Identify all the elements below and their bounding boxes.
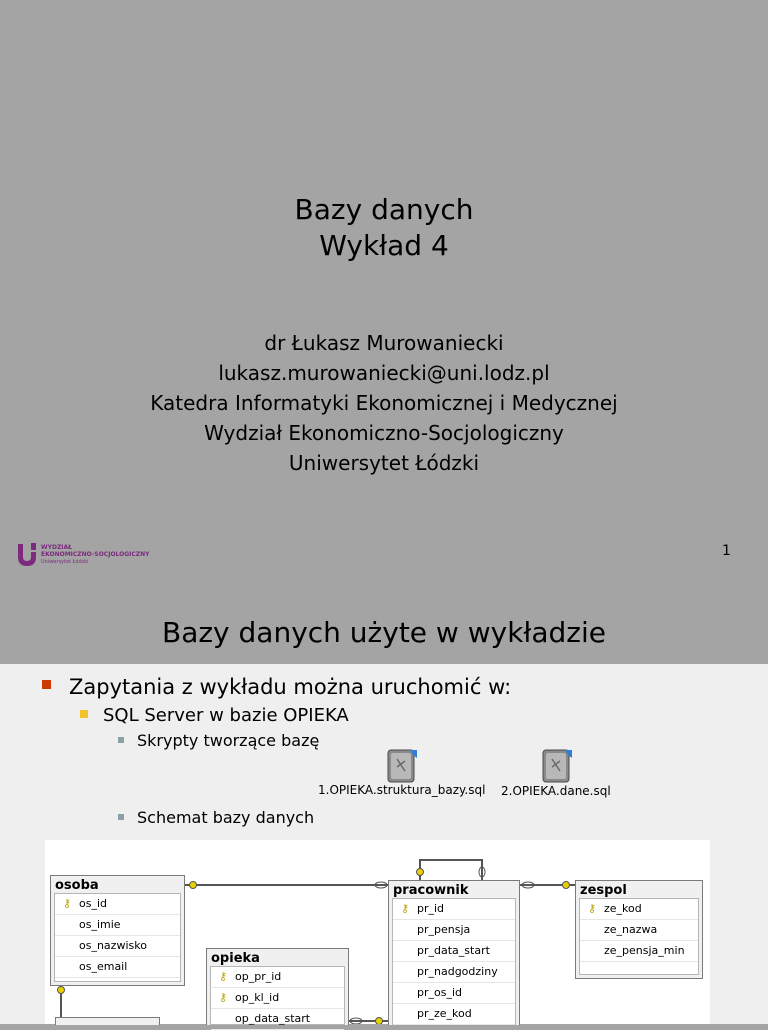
bullet-square-level2 bbox=[80, 710, 88, 718]
university-name: Uniwersytet Łódzki bbox=[288, 451, 480, 475]
column-row bbox=[55, 936, 180, 957]
table-name: osoba bbox=[55, 878, 99, 893]
primary-key-icon: ⚷ bbox=[401, 902, 410, 915]
bullet-text-level1: Zapytania z wykładu można uruchomić w: bbox=[69, 675, 512, 699]
bullet-text-level2: SQL Server w bazie OPIEKA bbox=[103, 705, 349, 726]
table-zespol[interactable] bbox=[575, 880, 703, 979]
table-name: zespol bbox=[580, 883, 627, 898]
column-name: os_id bbox=[79, 897, 107, 910]
column-name: pr_data_start bbox=[417, 944, 490, 957]
column-name: os_nazwisko bbox=[79, 939, 147, 952]
column-name: op_kl_id bbox=[235, 991, 280, 1004]
column-name: ze_pensja_min bbox=[604, 944, 685, 957]
bullet-text-scripts: Skrypty tworzące bazę bbox=[137, 731, 320, 750]
department-name: Katedra Informatyki Ekonomicznej i Medycznej bbox=[150, 391, 618, 415]
table-name: pracownik bbox=[393, 883, 469, 898]
logo-text-line3: Uniwersytet Łódzki bbox=[41, 559, 89, 565]
author-email: lukasz.murowaniecki@uni.lodz.pl bbox=[218, 361, 550, 385]
column-name: op_pr_id bbox=[235, 970, 282, 983]
bullet-square-level3 bbox=[118, 737, 124, 743]
column-row bbox=[393, 941, 515, 962]
sql-file-icon[interactable] bbox=[386, 749, 418, 783]
slide-title-line2: Wykład 4 bbox=[319, 229, 449, 262]
file-name-data[interactable]: 2.OPIEKA.dane.sql bbox=[501, 784, 611, 798]
table-osoba[interactable] bbox=[50, 875, 185, 986]
table-pracownik[interactable] bbox=[388, 880, 520, 1025]
column-name: pr_nadgodziny bbox=[417, 965, 498, 978]
column-row bbox=[211, 988, 344, 1009]
logo-text-line2: EKONOMICZNO-SOCJOLOGICZNY bbox=[41, 551, 150, 558]
column-name: pr_ze_kod bbox=[417, 1007, 472, 1020]
primary-key-icon: ⚷ bbox=[63, 897, 72, 910]
bullet-square-level3 bbox=[118, 814, 124, 820]
table-name: opieka bbox=[211, 951, 260, 966]
column-name: ze_kod bbox=[604, 902, 642, 915]
bullet-square-level1 bbox=[42, 680, 51, 689]
column-name: op_data_start bbox=[235, 1012, 311, 1025]
table-opieka[interactable] bbox=[206, 948, 349, 1025]
faculty-name: Wydział Ekonomiczno-Socjologiczny bbox=[204, 421, 564, 445]
column-name: os_imie bbox=[79, 918, 121, 931]
column-row bbox=[211, 1009, 344, 1030]
column-row bbox=[55, 894, 180, 915]
page-number: 1 bbox=[722, 543, 731, 559]
column-row bbox=[393, 962, 515, 983]
column-name: os_email bbox=[79, 960, 128, 973]
column-row bbox=[393, 983, 515, 1004]
column-row bbox=[580, 920, 698, 941]
column-row bbox=[55, 957, 180, 978]
table-columns bbox=[54, 893, 181, 982]
column-name: pr_pensja bbox=[417, 923, 471, 936]
logo-text-line1: WYDZIAŁ bbox=[41, 544, 73, 551]
primary-key-icon: ⚷ bbox=[219, 970, 228, 983]
author-name: dr Łukasz Murowaniecki bbox=[264, 331, 504, 355]
column-row bbox=[393, 920, 515, 941]
slide-title-line1: Bazy danych bbox=[294, 193, 474, 226]
file-name-structure[interactable]: 1.OPIEKA.struktura_bazy.sql bbox=[318, 783, 486, 797]
column-row bbox=[393, 899, 515, 920]
primary-key-icon: ⚷ bbox=[588, 902, 597, 915]
university-logo bbox=[15, 540, 165, 570]
column-row bbox=[580, 941, 698, 962]
column-row bbox=[211, 967, 344, 988]
database-schema-diagram bbox=[45, 840, 710, 1024]
table-columns bbox=[392, 898, 516, 1025]
column-name: pr_os_id bbox=[417, 986, 463, 999]
slide2-title: Bazy danych użyte w wykładzie bbox=[161, 616, 607, 649]
column-row bbox=[580, 899, 698, 920]
table-columns bbox=[210, 966, 345, 1025]
bullet-text-schema: Schemat bazy danych bbox=[137, 808, 315, 827]
table-columns bbox=[579, 898, 699, 975]
column-row bbox=[55, 915, 180, 936]
sql-file-icon[interactable] bbox=[541, 749, 573, 783]
column-name: pr_id bbox=[417, 902, 445, 915]
primary-key-icon: ⚷ bbox=[219, 991, 228, 1004]
column-row bbox=[393, 1004, 515, 1025]
column-name: ze_nazwa bbox=[604, 923, 658, 936]
